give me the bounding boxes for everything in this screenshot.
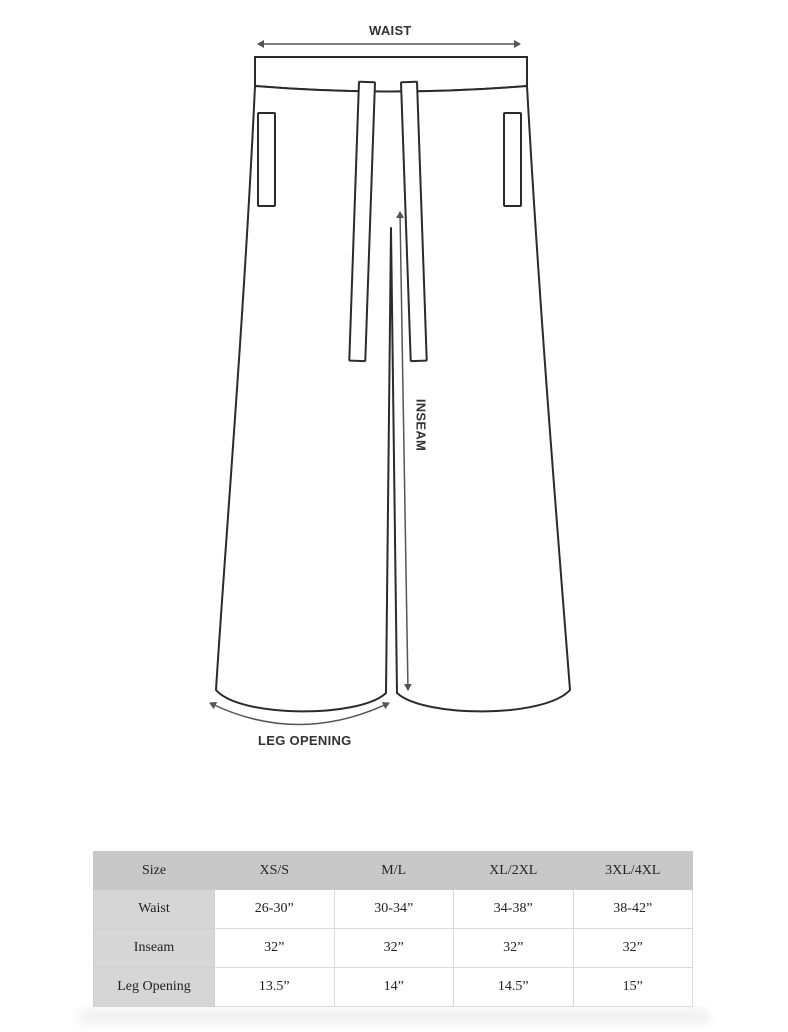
table-row-waist — [94, 890, 693, 929]
table-cell: 32” — [334, 929, 454, 968]
table-cell: 13.5” — [215, 968, 335, 1007]
header-cell-m-l: M/L — [334, 852, 454, 890]
row-label: Waist — [94, 890, 215, 929]
row-label: Inseam — [94, 929, 215, 968]
header-cell-3xl-4xl: 3XL/4XL — [573, 852, 693, 890]
left-pocket — [258, 113, 275, 206]
table-cell: 15” — [573, 968, 693, 1007]
leg-opening-label: LEG OPENING — [258, 733, 352, 748]
right-pocket — [504, 113, 521, 206]
table-header-row — [94, 852, 693, 890]
table-cell: 14” — [334, 968, 454, 1007]
table-cell: 38-42” — [573, 890, 693, 929]
table-cell: 14.5” — [454, 968, 574, 1007]
waist-label: WAIST — [369, 23, 412, 38]
header-cell-size: Size — [94, 852, 215, 890]
table-cell: 30-34” — [334, 890, 454, 929]
header-cell-xl-2xl: XL/2XL — [454, 852, 574, 890]
table-shadow — [78, 1008, 710, 1026]
table-cell: 32” — [215, 929, 335, 968]
header-cell-xs-s: XS/S — [215, 852, 335, 890]
size-chart-table — [93, 851, 693, 1007]
table-cell: 26-30” — [215, 890, 335, 929]
row-label: Leg Opening — [94, 968, 215, 1007]
table-cell: 32” — [573, 929, 693, 968]
table-row-inseam — [94, 929, 693, 968]
table-row-leg-opening — [94, 968, 693, 1007]
inseam-label: INSEAM — [413, 398, 429, 452]
table-cell: 32” — [454, 929, 574, 968]
table-cell: 34-38” — [454, 890, 574, 929]
waistband — [255, 57, 527, 92]
